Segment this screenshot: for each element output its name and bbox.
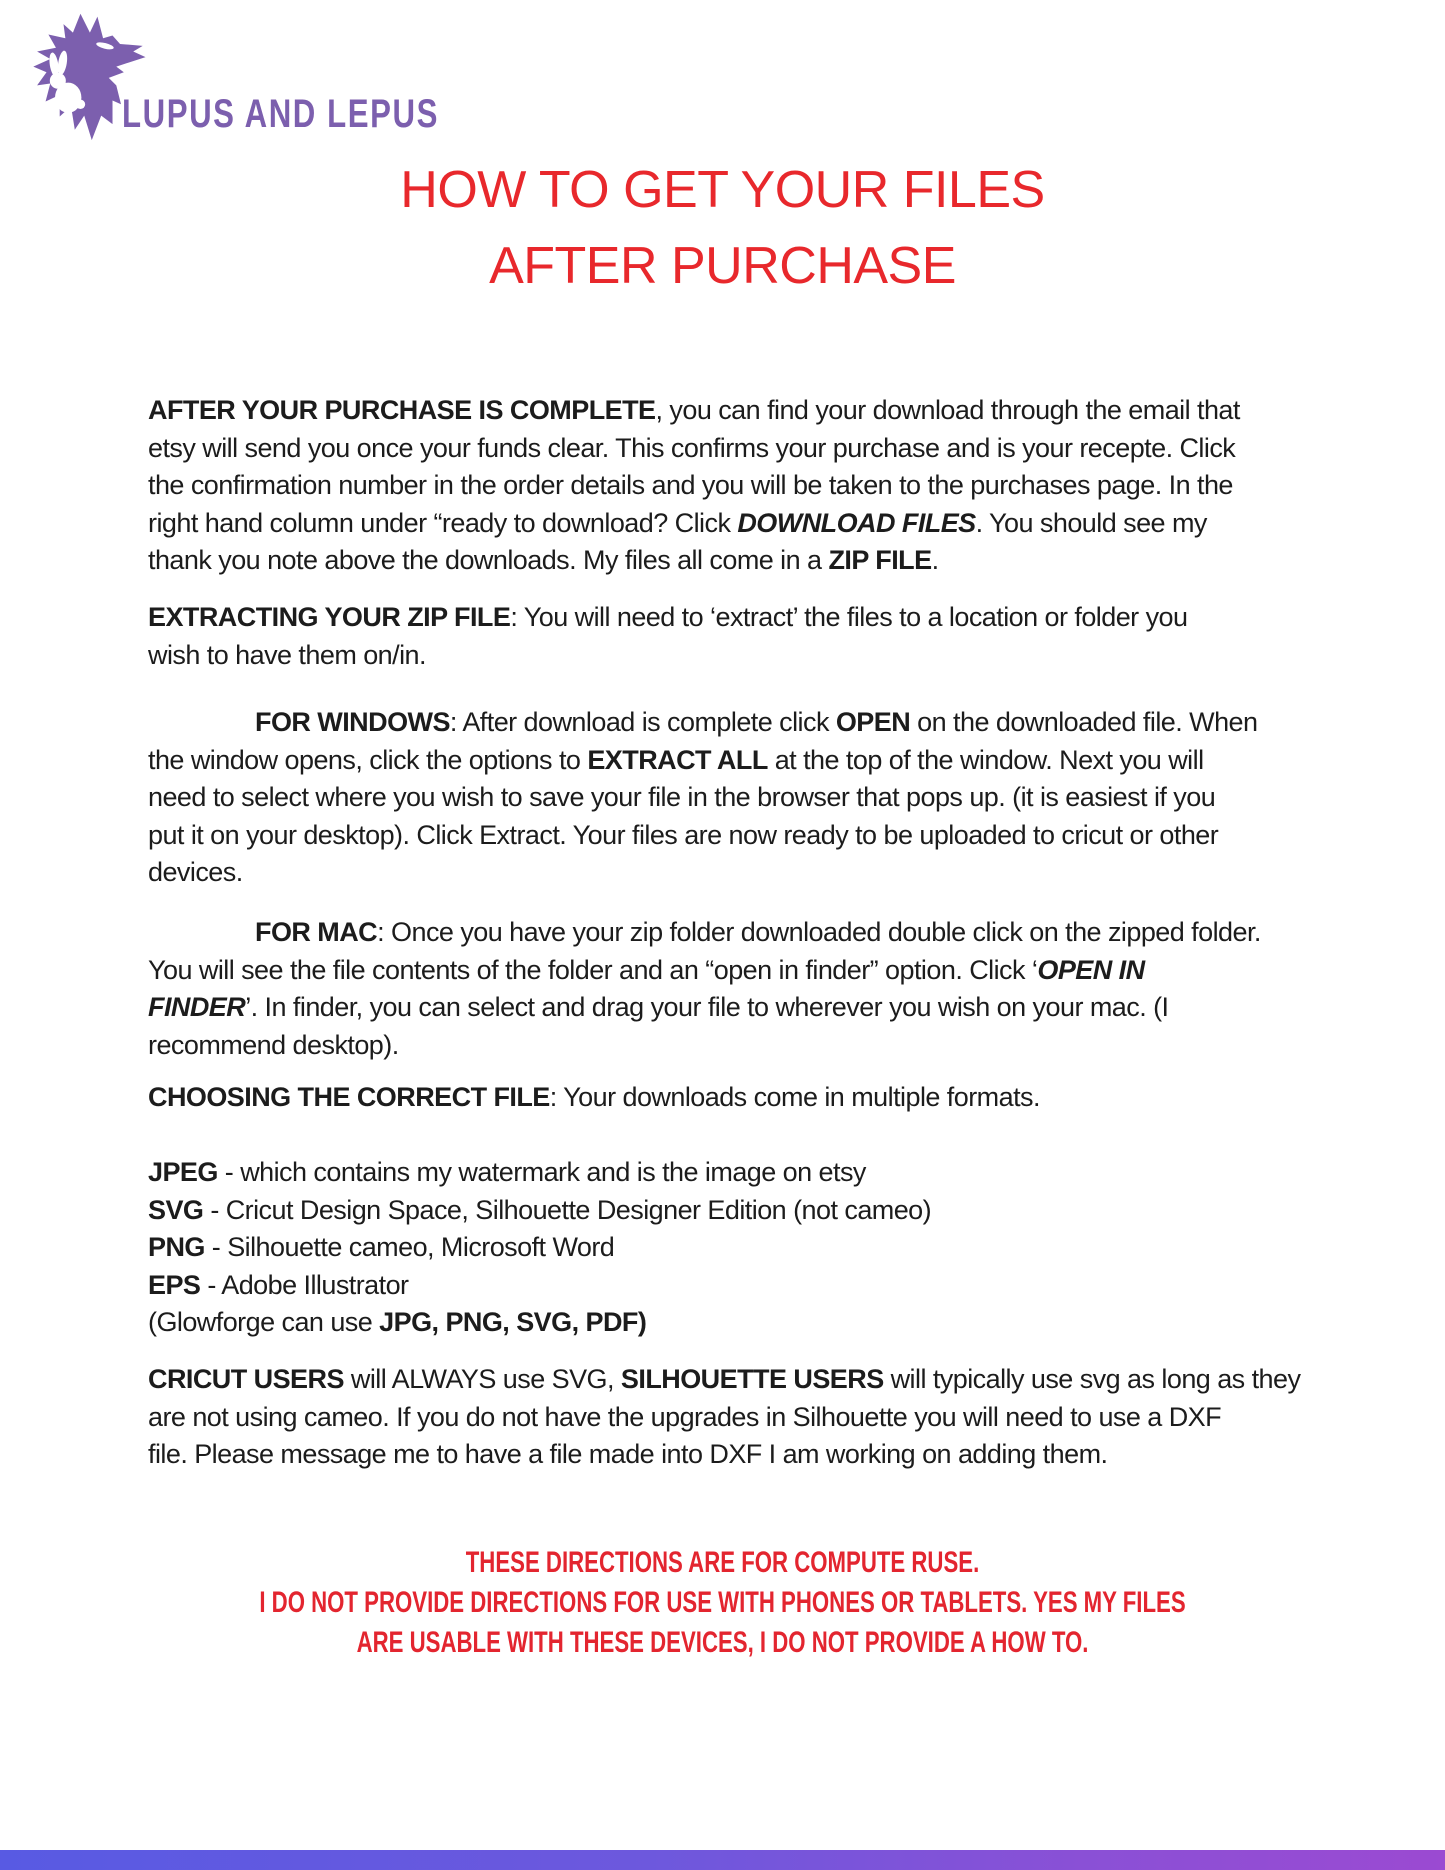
paragraph-after-purchase-line: the confirmation number in the order details and you will be taken to the purchases page. In the [148,470,1233,500]
list-file-formats-line: (Glowforge can use JPG, PNG, SVG, PDF) [148,1307,647,1337]
paragraph-choosing-file-line: CHOOSING THE CORRECT FILE: Your downloads come in multiple formats. [148,1082,1040,1112]
brand-name: LUPUS AND LEPUS [122,92,439,136]
paragraph-for-mac-line: FOR MAC: Once you have your zip folder downloaded double click on the zipped folder. [255,917,1261,947]
page-title-line-2: AFTER PURCHASE [489,237,956,295]
paragraph-for-mac-line: recommend desktop). [148,1029,399,1060]
paragraph-for-mac [148,914,1378,1064]
paragraph-for-mac-line: You will see the file contents of the folder and an “open in finder” option. Click ‘OPEN IN [148,954,1145,985]
paragraph-cricut-users-line: CRICUT USERS will ALWAYS use SVG, SILHOUETTE USERS will typically use svg as long as they [148,1364,1301,1394]
paragraph-for-windows-line: FOR WINDOWS: After download is complete click OPEN on the downloaded file. When [255,707,1258,737]
paragraph-after-purchase-line: etsy will send you once your funds clear. This confirms your purchase and is your recepte. Click [148,432,1236,463]
paragraph-extracting-zip-line: wish to have them on/in. [148,639,426,670]
list-file-formats-line: SVG - Cricut Design Space, Silhouette Designer Edition (not cameo) [148,1194,932,1225]
list-file-formats-line: EPS - Adobe Illustrator [148,1269,409,1300]
warning-computer-use-only-line: ARE USABLE WITH THESE DEVICES, I DO NOT PROVIDE A HOW TO. [356,1626,1089,1659]
page-title [0,152,1445,304]
logo [22,6,442,151]
paragraph-choosing-file [148,1079,1378,1117]
paragraph-for-windows-line: devices. [148,857,243,887]
footer-accent-bar [0,1850,1445,1870]
paragraph-after-purchase-line: thank you note above the downloads. My files all come in a ZIP FILE. [148,545,939,575]
paragraph-after-purchase-line: AFTER YOUR PURCHASE IS COMPLETE, you can find your download through the email that [148,395,1240,425]
page-title-line-1: HOW TO GET YOUR FILES [400,161,1045,219]
list-file-formats-line: PNG - Silhouette cameo, Microsoft Word [148,1232,615,1262]
list-file-formats-line: JPEG - which contains my watermark and is the image on etsy [148,1157,866,1187]
list-file-formats [148,1154,1378,1342]
paragraph-cricut-users-line: file. Please message me to have a file made into DXF I am working on adding them. [148,1439,1108,1469]
warning-computer-use-only-line: THESE DIRECTIONS ARE FOR COMPUTE RUSE. [465,1546,980,1579]
paragraph-for-windows-line: the window opens, click the options to EXTRACT ALL at the top of the window. Next you will [148,744,1204,775]
warning-computer-use-only [0,1543,1445,1663]
paragraph-after-purchase [148,392,1378,580]
paragraph-cricut-users-line: are not using cameo. If you do not have the upgrades in Silhouette you will need to use a DXF [148,1401,1222,1432]
paragraph-for-windows-line: put it on your desktop). Click Extract. Your files are now ready to be uploaded to cricut or other [148,819,1219,850]
paragraph-cricut-users [148,1361,1378,1474]
paragraph-for-mac-line: FINDER’. In finder, you can select and drag your file to wherever you wish on your mac. (I [148,992,1169,1022]
paragraph-for-windows [148,704,1378,892]
paragraph-extracting-zip-line: EXTRACTING YOUR ZIP FILE: You will need to ‘extract’ the files to a location or folder you [148,602,1188,632]
paragraph-extracting-zip [148,599,1378,674]
paragraph-after-purchase-line: right hand column under “ready to download? Click DOWNLOAD FILES. You should see my [148,507,1207,538]
warning-computer-use-only-line: I DO NOT PROVIDE DIRECTIONS FOR USE WITH PHONES OR TABLETS. YES MY FILES [259,1586,1186,1619]
paragraph-for-windows-line: need to select where you wish to save your file in the browser that pops up. (it is easiest if you [148,782,1216,812]
